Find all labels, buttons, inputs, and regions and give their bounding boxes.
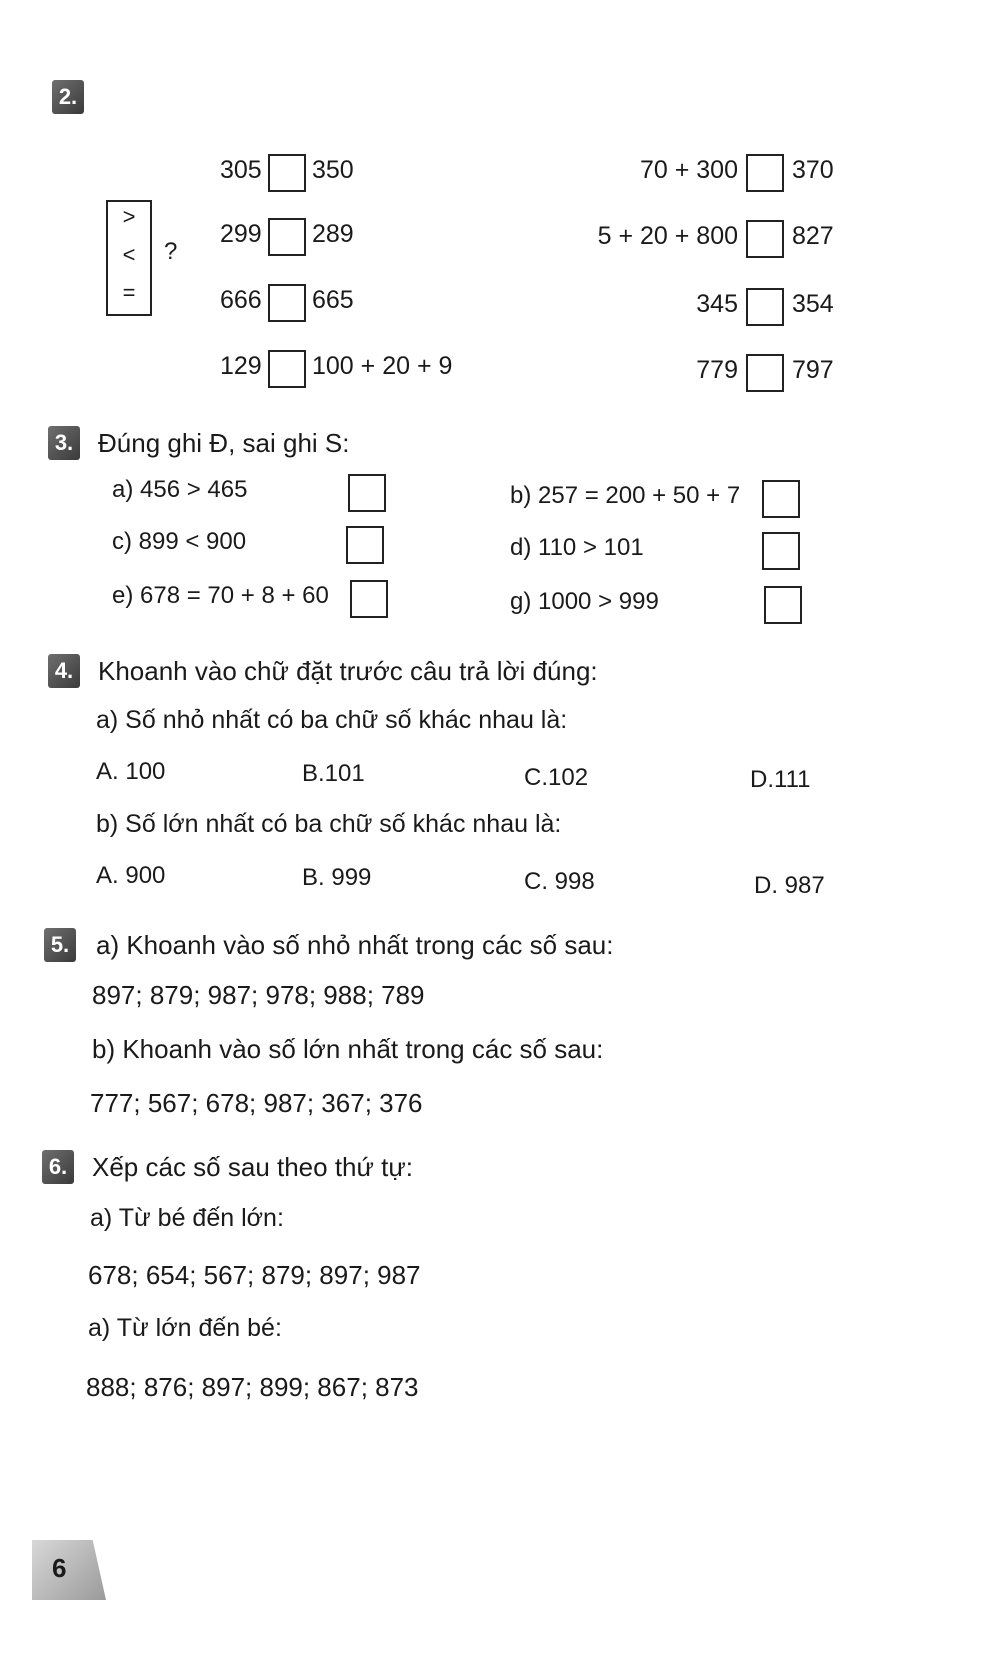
option-4a-C[interactable]: C.102: [524, 764, 589, 791]
compare-right-3-a: 345: [696, 290, 738, 318]
page-number-tab: [32, 1540, 106, 1600]
compare-right-2-a: 5 + 20 + 800: [597, 222, 738, 250]
less-than-symbol: <: [122, 242, 136, 267]
exercise-4-title: Khoanh vào chữ đặt trước câu trả lời đúng:: [98, 656, 598, 686]
page-number: 6: [52, 1553, 67, 1583]
statement-e: e) 678 = 70 + 8 + 60: [112, 582, 329, 609]
compare-right-1-b: 370: [792, 156, 834, 184]
exercise-3-title: Đúng ghi Đ, sai ghi S:: [98, 428, 350, 458]
compare-left-2-b: 289: [312, 220, 354, 248]
compare-left-4-a: 129: [220, 352, 262, 380]
answer-box[interactable]: [268, 350, 306, 388]
option-4b-A[interactable]: A. 900: [96, 862, 166, 889]
compare-right-3-b: 354: [792, 290, 834, 318]
equals-symbol: =: [122, 280, 136, 305]
answer-box[interactable]: [268, 218, 306, 256]
option-4b-C[interactable]: C. 998: [524, 868, 595, 895]
true-false-box[interactable]: [762, 532, 800, 570]
exercise-2-badge: 2.: [52, 80, 84, 114]
answer-box[interactable]: [746, 220, 784, 258]
answer-box[interactable]: [268, 154, 306, 192]
question-mark: ?: [164, 238, 178, 265]
compare-right-4-b: 797: [792, 356, 834, 384]
compare-right-1-a: 70 + 300: [639, 156, 738, 184]
compare-left-1-a: 305: [220, 156, 262, 184]
exercise-6b-label: a) Từ lớn đến bé:: [88, 1314, 282, 1342]
statement-g: g) 1000 > 999: [510, 588, 659, 615]
option-4b-B[interactable]: B. 999: [302, 864, 372, 891]
true-false-box[interactable]: [350, 580, 388, 618]
exercise-4-badge: 4.: [48, 654, 80, 688]
exercise-3-badge: 3.: [48, 426, 80, 460]
compare-left-3-a: 666: [220, 286, 262, 314]
exercise-6a-numbers: 678; 654; 567; 879; 897; 987: [88, 1260, 421, 1290]
statement-b: b) 257 = 200 + 50 + 7: [510, 482, 741, 509]
true-false-box[interactable]: [762, 480, 800, 518]
answer-box[interactable]: [268, 284, 306, 322]
compare-left-4-b: 100 + 20 + 9: [312, 352, 453, 380]
exercise-5b-numbers: 777; 567; 678; 987; 367; 376: [90, 1088, 423, 1118]
greater-than-symbol: >: [122, 204, 136, 229]
answer-box[interactable]: [746, 154, 784, 192]
compare-left-3-b: 665: [312, 286, 354, 314]
exercise-6a-label: a) Từ bé đến lớn:: [90, 1204, 284, 1232]
exercise-6-badge: 6.: [42, 1150, 74, 1184]
compare-left-1-b: 350: [312, 156, 354, 184]
option-4a-A[interactable]: A. 100: [96, 758, 166, 785]
option-4a-D[interactable]: D.111: [750, 766, 811, 793]
exercise-5-badge: 5.: [44, 928, 76, 962]
true-false-box[interactable]: [348, 474, 386, 512]
statement-a: a) 456 > 465: [112, 476, 248, 503]
answer-box[interactable]: [746, 354, 784, 392]
exercise-4a-question: a) Số nhỏ nhất có ba chữ số khác nhau là:: [96, 706, 568, 734]
exercise-6-title: Xếp các số sau theo thứ tự:: [92, 1152, 413, 1182]
true-false-box[interactable]: [346, 526, 384, 564]
exercise-5a-question: a) Khoanh vào số nhỏ nhất trong các số sau:: [96, 930, 614, 960]
exercise-4b-question: b) Số lớn nhất có ba chữ số khác nhau là:: [96, 810, 562, 838]
option-4a-B[interactable]: B.101: [302, 760, 365, 787]
exercise-5a-numbers: 897; 879; 987; 978; 988; 789: [92, 980, 425, 1010]
compare-left-2-a: 299: [220, 220, 262, 248]
answer-box[interactable]: [746, 288, 784, 326]
option-4b-D[interactable]: D. 987: [754, 872, 825, 899]
comparison-symbols-box: [106, 200, 152, 316]
true-false-box[interactable]: [764, 586, 802, 624]
exercise-6b-numbers: 888; 876; 897; 899; 867; 873: [86, 1372, 419, 1402]
exercise-5b-question: b) Khoanh vào số lớn nhất trong các số sau:: [92, 1034, 604, 1064]
statement-c: c) 899 < 900: [112, 528, 247, 555]
compare-right-4-a: 779: [696, 356, 738, 384]
statement-d: d) 110 > 101: [510, 534, 644, 561]
compare-right-2-b: 827: [792, 222, 834, 250]
